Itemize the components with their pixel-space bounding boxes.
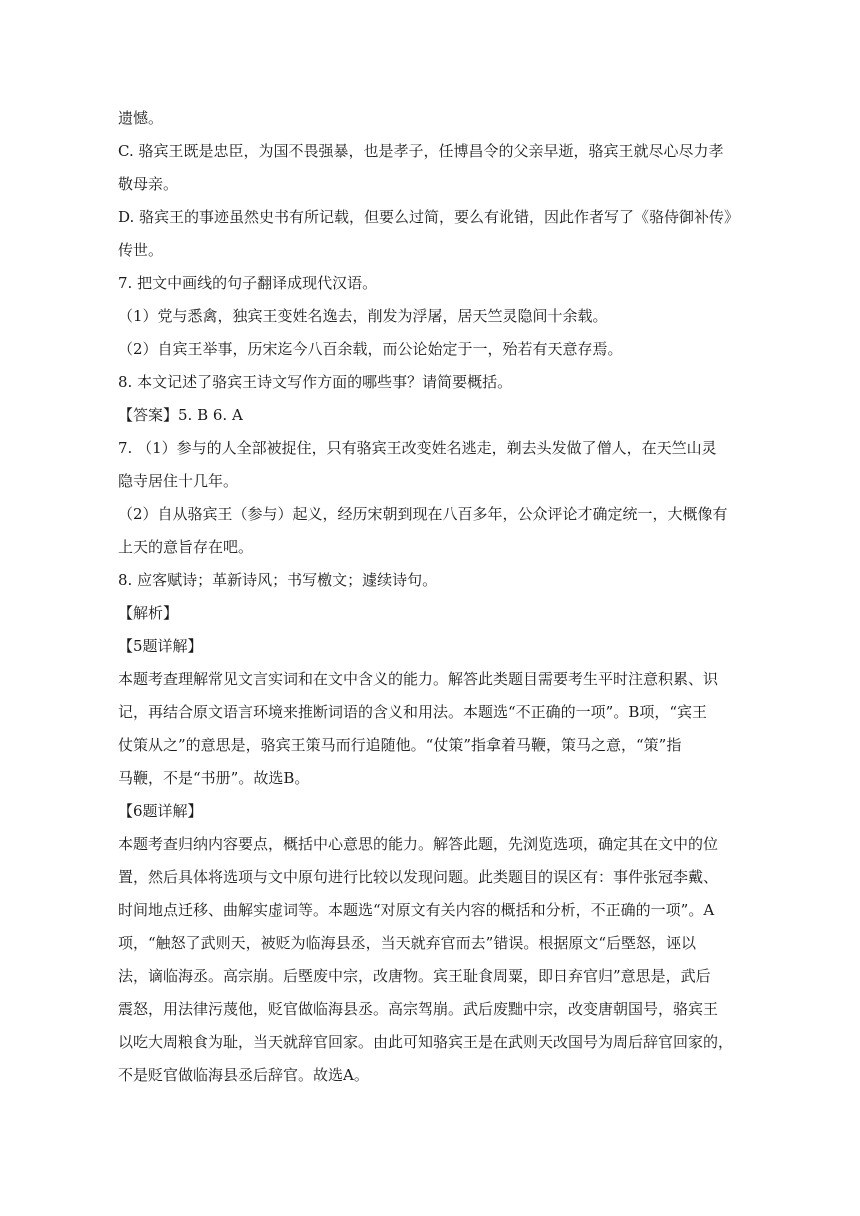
text-line: 马鞭，不是“书册”。故选B。 [118, 769, 310, 787]
text-line: 隐寺居住十几年。 [118, 472, 239, 490]
text-line: 传世。 [118, 241, 164, 259]
section-heading: 【5题详解】 [118, 637, 203, 655]
text-line: 时间地点迁移、曲解实虚词等。本题选“对原文有关内容的概括和分析，不正确的一项”。A [118, 901, 715, 919]
text-line: 本题考查理解常见文言实词和在文中含义的能力。解答此类题目需要考生平时注意积累、识 [118, 670, 719, 688]
text-line: 8. 应客赋诗；革新诗风；书写檄文；遽续诗句。 [118, 571, 438, 589]
answer-heading: 【答案】5. B 6. A [118, 406, 243, 424]
text-line: 法，谪临海丞。高宗崩。后塈废中宗，改唐物。宾王耻食周粟，即日弃官归”意思是，武后 [118, 967, 711, 985]
text-line: 7. （1）参与的人全部被捉住，只有骆宾王改变姓名逃走，剃去头发做了僧人，在天竺山灵 [118, 439, 717, 457]
question-heading: 8. 本文记述了骆宾王诗文写作方面的哪些事？请简要概括。 [118, 373, 513, 391]
text-line: 置，然后具体将选项与文中原句进行比较以发现问题。此类题目的误区有：事件张冠李戴、 [118, 868, 719, 886]
text-line: （1）党与悉禽，独宾王变姓名逸去，削发为浮屠，居天竺灵隐间十余载。 [118, 307, 608, 325]
question-heading: 7. 把文中画线的句子翻译成现代汉语。 [118, 274, 378, 292]
text-line: 上天的意旨存在吧。 [118, 538, 254, 556]
text-line: 本题考查归纳内容要点，概括中心意思的能力。解答此题，先浏览选项，确定其在文中的位 [118, 835, 719, 853]
text-line: 震怒，用法律污蔑他，贬官做临海县丞。高宗驾崩。武后废黜中宗，改变唐朝国号，骆宾王 [118, 1000, 719, 1018]
analysis-heading: 【解析】 [118, 604, 179, 622]
text-line: 以吃大周粮食为耻，当天就辞官回家。由此可知骆宾王是在武则天改国号为周后辞官回家的， [118, 1033, 734, 1051]
text-line: 仗策从之”的意思是，骆宾王策马而行追随他。“仗策”指拿着马鞭，策马之意，“策”指 [118, 736, 682, 754]
text-line: D. 骆宾王的事迹虽然史书有所记载，但要么过简，要么有讹错，因此作者写了《骆侍御补传》 [118, 208, 740, 226]
text-line: 记，再结合原文语言环境来推断词语的含义和用法。本题选“不正确的一项”。B项，“宾王 [118, 703, 708, 721]
text-line: C. 骆宾王既是忠臣，为国不畏强暴，也是孝子，任博昌令的父亲早逝，骆宾王就尽心尽力孝 [118, 142, 724, 160]
text-line: （2）自宾王举事，历宋迄今八百余载，而公论始定于一，殆若有天意存焉。 [118, 340, 623, 358]
text-line: （2）自从骆宾王（参与）起义，经历宋朝到现在八百多年，公众评论才确定统一，大概像有 [118, 505, 728, 523]
document-body [118, 102, 748, 1092]
text-line: 项，“触怒了武则天，被贬为临海县丞，当天就弃官而去”错误。根据原文“后塈怒，诬以 [118, 934, 697, 952]
text-line: 不是贬官做临海县丞后辞官。故选A。 [118, 1066, 369, 1084]
section-heading: 【6题详解】 [118, 802, 203, 820]
text-line: 敬母亲。 [118, 175, 179, 193]
text-line: 遗憾。 [118, 109, 164, 127]
